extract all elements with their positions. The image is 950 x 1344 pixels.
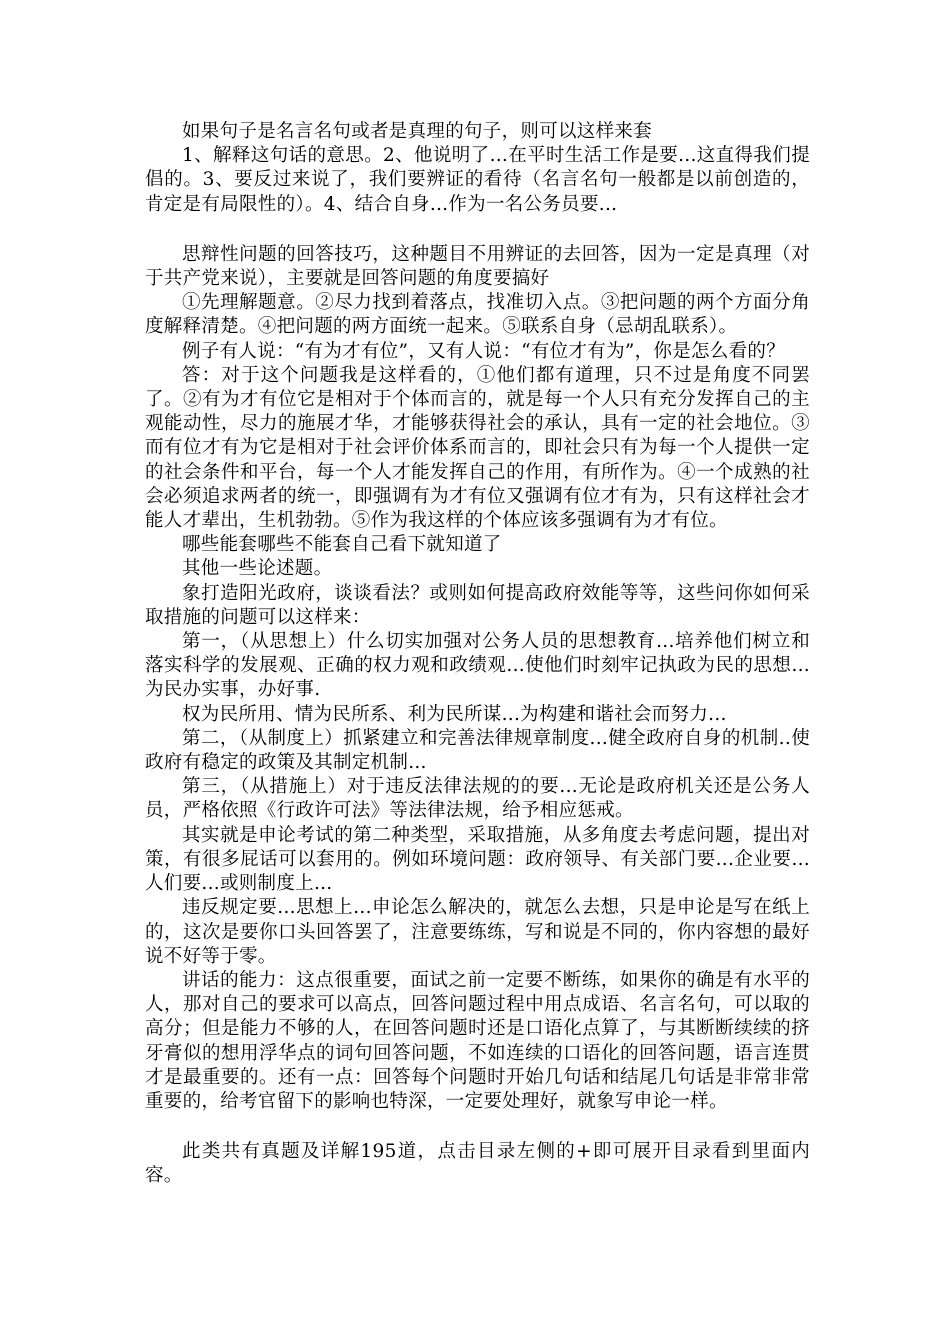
paragraph-shenlun-type: 其实就是申论考试的第二种类型，采取措施，从多角度去考虑问题，提出对策，有很多屁话可以套用的。例如环境问题：政府领导、有关部门要...企业要...人们要...或则制度上... <box>145 824 810 895</box>
paragraph-power-for-people: 权为民所用、情为民所系、利为民所谋...为构建和谐社会而努力... <box>182 703 727 725</box>
paragraph-example-question: 例子有人说：“有为才有位”，又有人说：“有位才有为”，你是怎么看的？ <box>182 340 786 362</box>
paragraph-footer-note: 此类共有真题及详解195道，点击目录左侧的+即可展开目录看到里面内容。 <box>145 1141 810 1187</box>
paragraph-example-answer: 答：对于这个问题我是这样看的，①他们都有道理，只不过是角度不同罢了。②有为才有位它是相对于个体而言的，就是每一个人只有充分发挥自己的主观能动性，尽力的施展才华，才能够获得社会的承认，具有一定的社会地位。③而有位才有为它是相对于社会评价体系而言的，即社会只有为每一个人提供一定的社会条件和平台，每一个人才能发挥自己的作用，有所作为。④一个成熟的社会必须追求两者的统一，即强调有为才有位又强调有位才有为，只有这样社会才能人才辈出，生机勃勃。⑤作为我这样的个体应该多强调有为才有位。 <box>145 364 810 532</box>
paragraph-note: 哪些能套哪些不能套自己看下就知道了 <box>182 534 502 556</box>
blank-line <box>145 1114 810 1140</box>
paragraph-speaking-ability: 讲话的能力：这点很重要，面试之前一定要不断练，如果你的确是有水平的人，那对自己的要求可以高点，回答问题过程中用点成语、名言名句，可以取的高分；但是能力不够的人，在回答问题时还是口语化点算了，与其断断续续的挤牙膏似的想用浮华点的词句回答问题，不如连续的口语化的回答问题，语言连贯才是最重要的。还有一点：回答每个问题时开始几句话和结尾几句话是非常非常重要的，给考官留下的影响也特深，一定要处理好，就象写申论一样。 <box>145 969 810 1112</box>
paragraph-intro-maxim: 如果句子是名言名句或者是真理的句子，则可以这样来套 <box>182 121 653 142</box>
paragraph-measures-intro: 象打造阳光政府，谈谈看法？或则如何提高政府效能等等，这些问你如何采取措施的问题可以这样来： <box>145 582 810 628</box>
paragraph-second-system: 第二，（从制度上）抓紧建立和完善法律规章制度...健全政府自身的机制..使政府有稳定的政策及其制定机制... <box>145 727 810 774</box>
paragraph-maxim-steps: 1、解释这句话的意思。2、他说明了...在平时生活工作是要...这直得我们提倡的。3、要反过来说了，我们要辨证的看待（名言名句一般都是以前创造的，肯定是有局限性的）。4、结合自身...作为一名公务员要... <box>145 145 810 215</box>
paragraph-third-measures: 第三，（从措施上）对于违反法律法规的的要...无论是政府机关还是公务人员，严格依照《行政许可法》等法律法规，给予相应惩戒。 <box>145 776 810 822</box>
paragraph-dialectic-steps: ①先理解题意。②尽力找到着落点，找准切入点。③把问题的两个方面分角度解释清楚。④把问题的两方面统一起来。⑤联系自身（忌胡乱联系）。 <box>145 292 810 338</box>
paragraph-other-topics: 其他一些论述题。 <box>182 558 333 580</box>
paragraph-first-thought: 第一，（从思想上）什么切实加强对公务人员的思想教育...培养他们树立和落实科学的发展观、正确的权力观和政绩观...使他们时刻牢记执政为民的思想...为民办实事，办好事. <box>145 631 810 701</box>
document-page <box>145 120 810 1189</box>
blank-line <box>145 217 810 243</box>
paragraph-violation: 违反规定要...思想上...申论怎么解决的，就怎么去想，只是申论是写在纸上的，这次是要你口头回答罢了，注意要练练，写和说是不同的，你内容想的最好说不好等于零。 <box>145 897 810 967</box>
paragraph-dialectic-intro: 思辩性问题的回答技巧，这种题目不用辨证的去回答，因为一定是真理（对于共产党来说），主要就是回答问题的角度要搞好 <box>145 243 810 290</box>
